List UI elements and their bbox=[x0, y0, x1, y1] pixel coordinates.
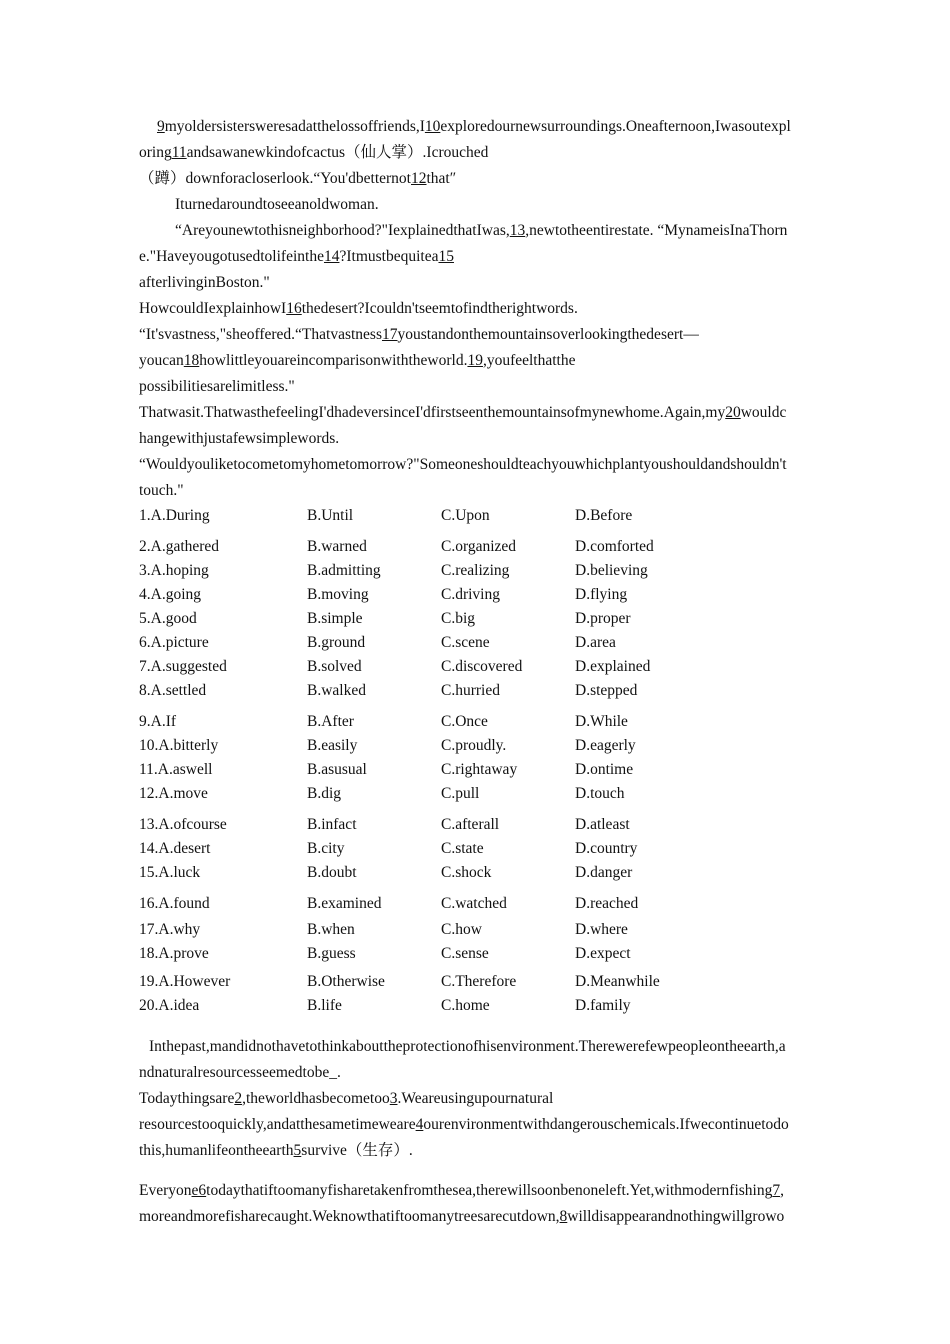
option-choice: C.driving bbox=[441, 586, 500, 603]
option-choice: C.Once bbox=[441, 713, 488, 730]
option-choice: D.ontime bbox=[575, 761, 634, 778]
blank-number: 11 bbox=[171, 144, 187, 161]
option-choice: 2.A.gathered bbox=[139, 538, 220, 555]
option-choice: C.afterall bbox=[441, 816, 500, 833]
option-choice: D.Before bbox=[575, 507, 633, 524]
passage-line: touch." bbox=[139, 482, 184, 499]
passage-line: moreandmorefisharecaught.Weknowthatiftoomanytreesarecutdown,8willdisappearandnothingwillgrowo bbox=[139, 1208, 785, 1225]
answer-options bbox=[139, 506, 819, 1016]
option-choice: B.Until bbox=[307, 507, 354, 524]
option-choice: C.scene bbox=[441, 634, 490, 651]
option-choice: C.shock bbox=[441, 864, 492, 881]
option-choice: C.proudly. bbox=[441, 737, 507, 754]
option-choice: 16.A.found bbox=[139, 895, 210, 912]
passage-line: “Wouldyouliketocometomyhometomorrow?"Someoneshouldteachyouwhichplantyoushouldandshouldn't bbox=[139, 456, 787, 473]
blank-number: 2 bbox=[234, 1090, 243, 1107]
option-choice: D.Meanwhile bbox=[575, 973, 660, 990]
blank-number: 18 bbox=[183, 352, 200, 369]
passage-line: this,humanlifeontheearth5survive（生存）. bbox=[139, 1142, 413, 1159]
option-choice: D.While bbox=[575, 713, 628, 730]
option-choice: C.big bbox=[441, 610, 476, 627]
passage-line: “Areyounewtothisneighborhood?"IexplainedthatIwas,13,newtotheentirestate. “MynameisInaThorn bbox=[175, 222, 788, 239]
option-choice: C.watched bbox=[441, 895, 507, 912]
option-choice: D.family bbox=[575, 997, 631, 1014]
option-choice: C.home bbox=[441, 997, 490, 1014]
option-choice: B.simple bbox=[307, 610, 363, 627]
option-choice: C.rightaway bbox=[441, 761, 518, 778]
option-choice: B.guess bbox=[307, 945, 356, 962]
blank-number: 15 bbox=[438, 248, 454, 265]
option-choice: B.easily bbox=[307, 737, 358, 754]
option-row bbox=[139, 815, 819, 835]
option-choice: C.realizing bbox=[441, 562, 510, 579]
option-row bbox=[139, 681, 819, 701]
option-choice: D.stepped bbox=[575, 682, 638, 699]
option-row bbox=[139, 537, 819, 557]
option-row bbox=[139, 894, 819, 914]
option-choice: C.Upon bbox=[441, 507, 490, 524]
passage-line: Everyone6todaythatiftoomanyfisharetakenfromthesea,therewillsoonbenoneleft.Yet,withmodernfishing7, bbox=[139, 1182, 784, 1199]
option-choice: D.expect bbox=[575, 945, 631, 962]
option-choice: B.dig bbox=[307, 785, 342, 802]
option-row bbox=[139, 972, 819, 992]
option-choice: D.area bbox=[575, 634, 616, 651]
option-choice: B.warned bbox=[307, 538, 367, 555]
option-choice: B.city bbox=[307, 840, 345, 857]
blank-number: 5 bbox=[293, 1142, 302, 1159]
blank-number: 7 bbox=[772, 1182, 781, 1199]
passage-cloze-1 bbox=[139, 114, 819, 504]
option-choice: D.reached bbox=[575, 895, 639, 912]
option-choice: D.proper bbox=[575, 610, 631, 627]
blank-number: 9 bbox=[157, 118, 165, 135]
passage-cloze-2 bbox=[139, 1034, 819, 1230]
option-row bbox=[139, 920, 819, 940]
option-row bbox=[139, 863, 819, 883]
option-choice: D.danger bbox=[575, 864, 633, 881]
option-choice: B.when bbox=[307, 921, 355, 938]
blank-number: 4 bbox=[415, 1116, 424, 1133]
option-choice: B.doubt bbox=[307, 864, 357, 881]
option-row bbox=[139, 996, 819, 1016]
option-choice: 6.A.picture bbox=[139, 634, 209, 651]
option-choice: D.believing bbox=[575, 562, 648, 579]
passage-line: resourcestooquickly,andatthesametimeweare4ourenvironmentwithdangerouschemicals.Ifwecontinuetodo bbox=[139, 1116, 789, 1133]
option-row bbox=[139, 633, 819, 653]
option-row bbox=[139, 760, 819, 780]
option-row bbox=[139, 657, 819, 677]
option-choice: C.hurried bbox=[441, 682, 500, 699]
blank-number: 20 bbox=[725, 404, 741, 421]
option-choice: B.asusual bbox=[307, 761, 367, 778]
option-choice: B.Otherwise bbox=[307, 973, 385, 990]
passage-line: “It'svastness,"sheoffered.“Thatvastness17youstandonthemountainsoverlookingthedesert— bbox=[139, 326, 699, 343]
passage-line: Todaythingsare2,theworldhasbecometoo3.Weareusingupournatural bbox=[139, 1090, 554, 1107]
option-choice: C.state bbox=[441, 840, 484, 857]
option-choice: 8.A.settled bbox=[139, 682, 207, 699]
blank-number: 8 bbox=[559, 1208, 568, 1225]
blank-number: 19 bbox=[467, 352, 483, 369]
blank-number: 17 bbox=[381, 326, 398, 343]
option-choice: 15.A.luck bbox=[139, 864, 201, 881]
blank-number: 16 bbox=[286, 300, 302, 317]
option-choice: D.where bbox=[575, 921, 628, 938]
option-choice: 3.A.hoping bbox=[139, 562, 209, 579]
option-choice: C.pull bbox=[441, 785, 480, 802]
option-choice: C.how bbox=[441, 921, 482, 938]
blank-number: 12 bbox=[411, 170, 427, 187]
option-choice: 7.A.suggested bbox=[139, 658, 227, 675]
option-choice: 12.A.move bbox=[139, 785, 208, 802]
option-choice: B.solved bbox=[307, 658, 362, 675]
option-choice: 11.A.aswell bbox=[139, 761, 213, 778]
option-choice: 18.A.prove bbox=[139, 945, 209, 962]
option-choice: B.admitting bbox=[307, 562, 381, 579]
passage-line: possibilitiesarelimitless." bbox=[139, 378, 295, 395]
option-choice: 1.A.During bbox=[139, 507, 210, 524]
option-choice: 14.A.desert bbox=[139, 840, 211, 857]
option-choice: B.examined bbox=[307, 895, 382, 912]
passage-line: HowcouldIexplainhowI16thedesert?Icouldn'tseemtofindtherightwords. bbox=[139, 300, 578, 317]
option-row bbox=[139, 506, 819, 526]
passage-line: 9myoldersistersweresadatthelossoffriends,I10exploredournewsurroundings.Oneafternoon,Iwasoutexpl bbox=[157, 118, 791, 135]
option-row bbox=[139, 712, 819, 732]
option-choice: 17.A.why bbox=[139, 921, 201, 938]
passage-line: e."Haveyougotusedtolifeinthe14?Itmustbequitea15 bbox=[139, 248, 454, 265]
blank-number: 10 bbox=[424, 118, 441, 135]
option-choice: 9.A.If bbox=[139, 713, 177, 730]
option-choice: D.explained bbox=[575, 658, 651, 675]
option-choice: D.country bbox=[575, 840, 638, 857]
option-choice: 13.A.ofcourse bbox=[139, 816, 227, 833]
option-choice: 4.A.going bbox=[139, 586, 201, 603]
option-row bbox=[139, 839, 819, 859]
option-choice: B.ground bbox=[307, 634, 366, 651]
option-choice: B.After bbox=[307, 713, 354, 730]
option-choice: 5.A.good bbox=[139, 610, 197, 627]
blank-number: 13 bbox=[509, 222, 526, 239]
blank-number: _ bbox=[329, 1064, 337, 1081]
option-row bbox=[139, 585, 819, 605]
passage-line: Thatwasit.ThatwasthefeelingI'dhadeversinceI'dfirstseenthemountainsofmynewhome.Again,my20wouldc bbox=[139, 404, 787, 421]
passage-line: afterlivinginBoston." bbox=[139, 274, 270, 291]
option-choice: B.life bbox=[307, 997, 342, 1014]
option-row bbox=[139, 944, 819, 964]
option-choice: D.touch bbox=[575, 785, 625, 802]
passage-line: （蹲）downforacloserlook.“You'dbetternot12that″ bbox=[139, 170, 457, 187]
option-row bbox=[139, 784, 819, 804]
blank-number: e6 bbox=[191, 1182, 207, 1199]
passage-line: oring11andsawanewkindofcactus（仙人掌）.Icrouched bbox=[139, 144, 489, 161]
passage-line: hangewithjustafewsimplewords. bbox=[139, 430, 340, 447]
option-row bbox=[139, 736, 819, 756]
option-choice: D.eagerly bbox=[575, 737, 636, 754]
option-row bbox=[139, 609, 819, 629]
option-choice: 10.A.bitterly bbox=[139, 737, 219, 754]
option-choice: D.comforted bbox=[575, 538, 654, 555]
option-choice: 20.A.idea bbox=[139, 997, 200, 1014]
option-choice: B.infact bbox=[307, 816, 357, 833]
option-choice: C.Therefore bbox=[441, 973, 517, 990]
option-choice: B.moving bbox=[307, 586, 369, 603]
passage-line: Iturnedaroundtoseeanoldwoman. bbox=[175, 196, 379, 213]
passage-line: ndnaturalresourcesseemedtobe_. bbox=[139, 1064, 341, 1081]
option-choice: C.discovered bbox=[441, 658, 523, 675]
option-choice: B.walked bbox=[307, 682, 366, 699]
option-choice: D.atleast bbox=[575, 816, 630, 833]
passage-line: Inthepast,mandidnothavetothinkabouttheprotectionofhisenvironment.Therewerefewpeopleontheearth,a bbox=[149, 1038, 786, 1055]
option-choice: C.sense bbox=[441, 945, 489, 962]
blank-number: 14 bbox=[323, 248, 340, 265]
option-row bbox=[139, 561, 819, 581]
passage-line: youcan18howlittleyouareincomparisonwiththeworld.19,youfeelthatthe bbox=[139, 352, 576, 369]
document-page bbox=[139, 114, 819, 1230]
blank-number: 3 bbox=[389, 1090, 398, 1107]
option-choice: D.flying bbox=[575, 586, 628, 603]
option-choice: C.organized bbox=[441, 538, 517, 555]
option-choice: 19.A.However bbox=[139, 973, 231, 990]
